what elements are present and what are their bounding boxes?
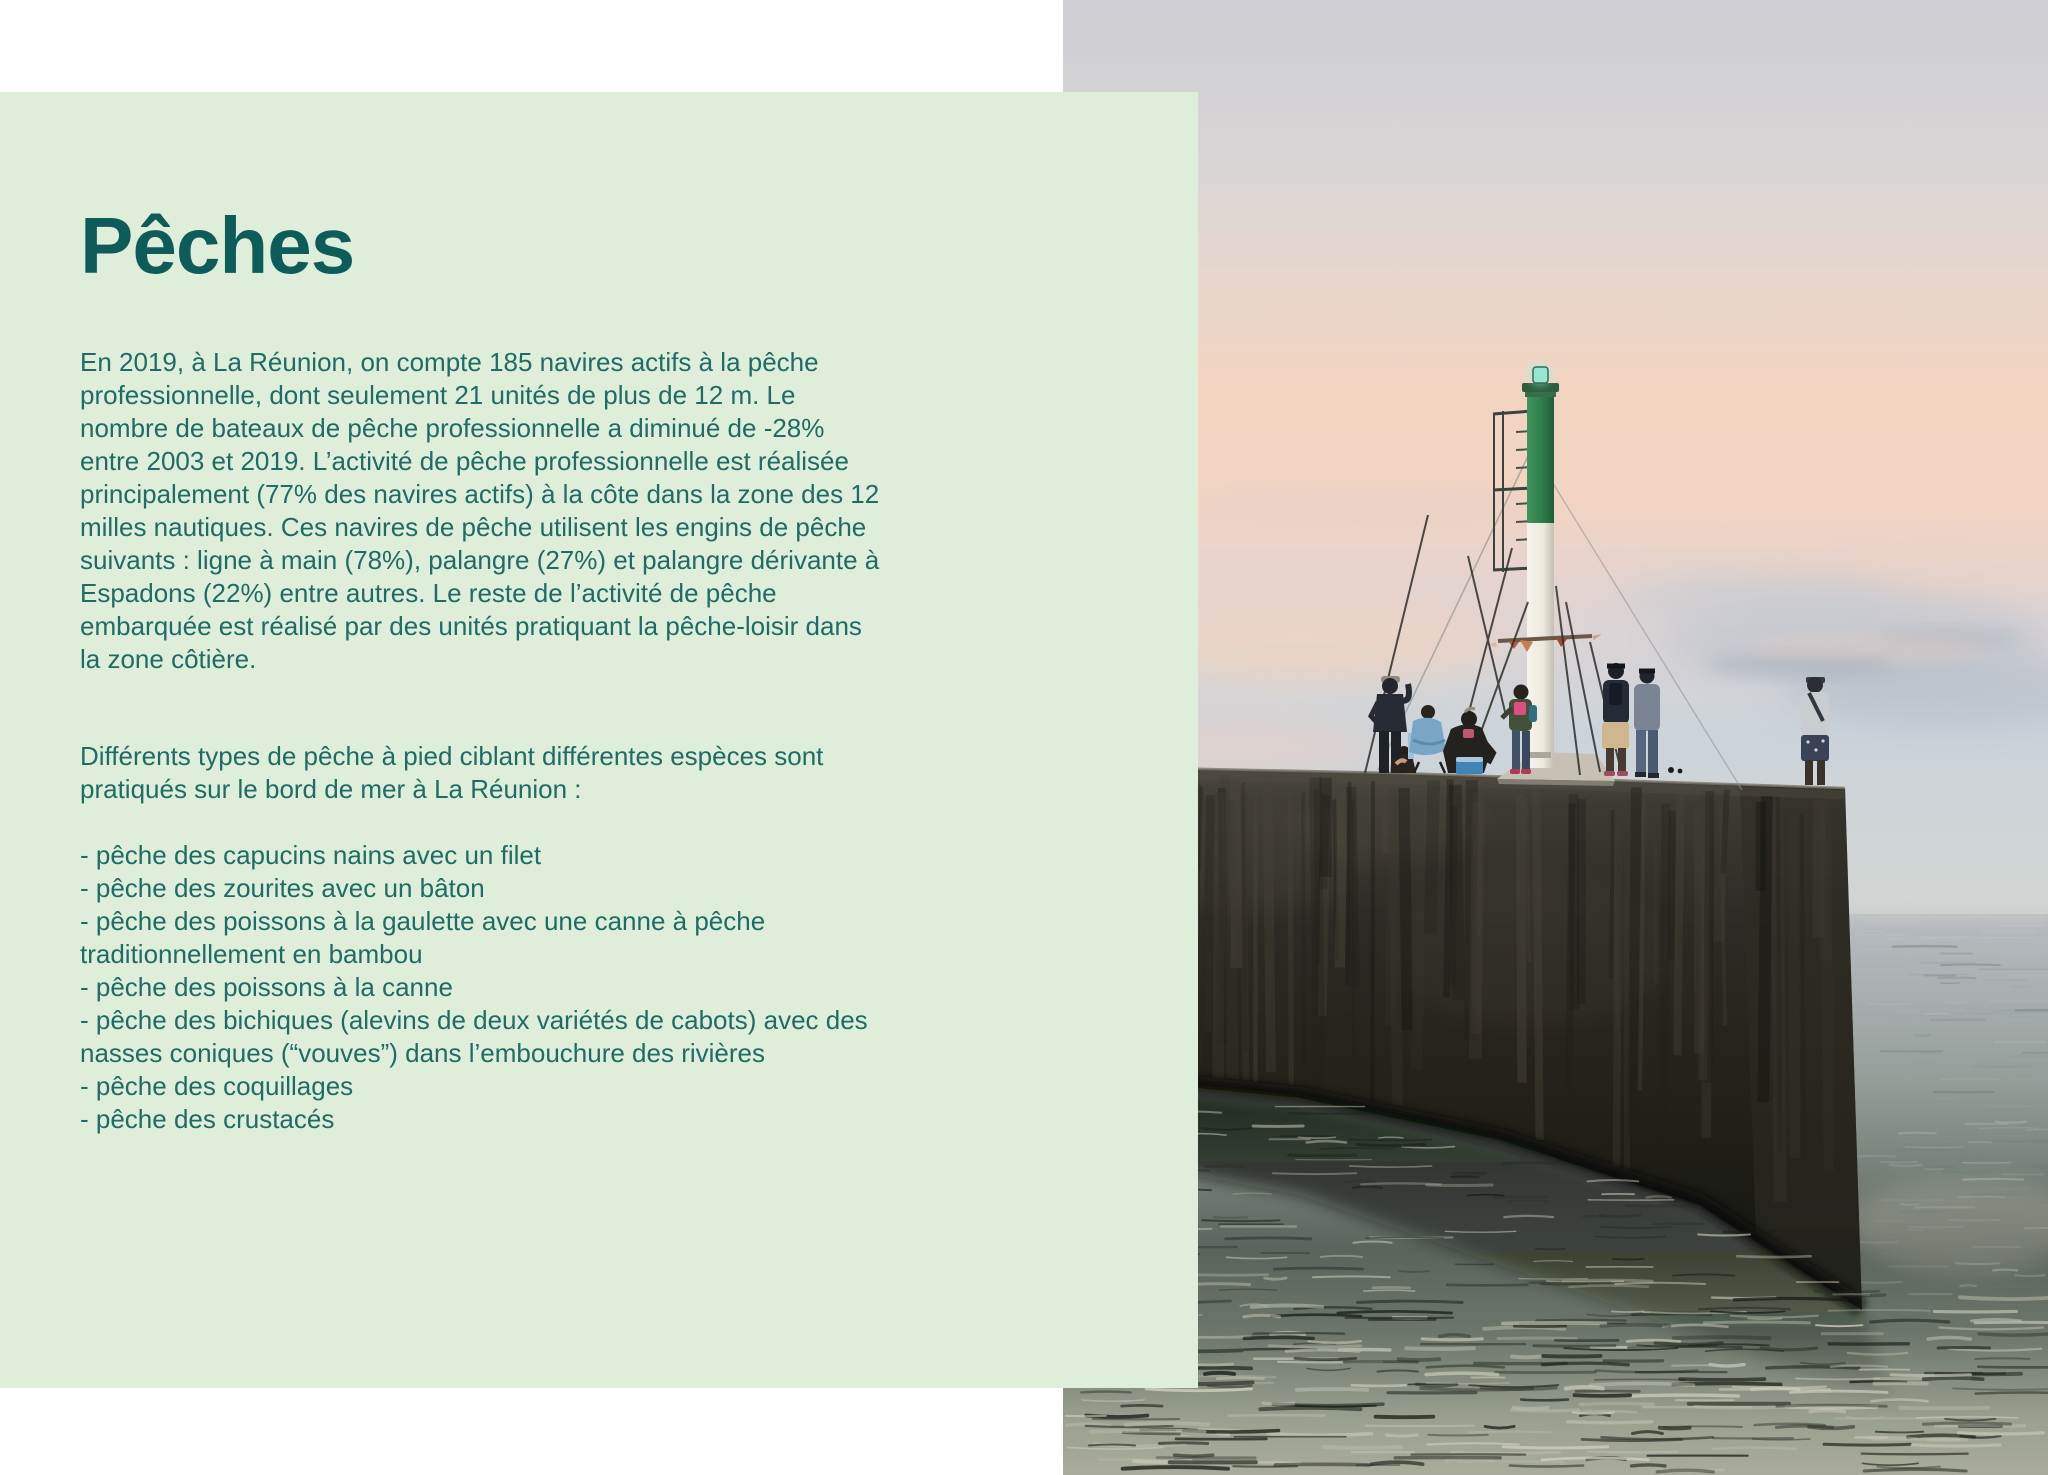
wave-streak — [1208, 1386, 1251, 1387]
wave-streak — [1089, 1445, 1135, 1446]
wave-streak — [1860, 1242, 1897, 1243]
wave-streak — [1295, 1358, 1356, 1359]
list-item: - pêche des poissons à la gaulette avec une canne à pêche traditionnellement en bambou — [80, 906, 766, 969]
wave-streak — [1934, 1311, 2016, 1312]
wave-streak — [1307, 1141, 1346, 1142]
wave-streak — [1815, 1291, 1879, 1292]
types-paragraph: Différents types de pêche à pied ciblant différentes espèces sont pratiqués sur le bord de mer à La Réunion : — [80, 741, 824, 804]
wave-streak — [2030, 1167, 2048, 1168]
wave-streak — [1900, 1408, 1988, 1409]
wave-streak — [1426, 1373, 1498, 1374]
wave-streak — [1881, 1162, 1917, 1163]
wave-streak — [1427, 1383, 1510, 1384]
jetty-streak — [1347, 782, 1349, 985]
wave-streak — [1943, 1172, 1993, 1173]
wave-streak — [1680, 1379, 1764, 1380]
wave-streak — [1966, 1009, 2016, 1010]
jetty-streak — [1303, 793, 1304, 1087]
wave-streak — [1734, 1298, 1846, 1299]
wave-streak — [1214, 1217, 1247, 1218]
wave-streak — [1924, 1014, 1953, 1015]
wave-streak — [1958, 1433, 2043, 1434]
wave-streak — [1313, 1276, 1390, 1277]
wave-streak — [1468, 1432, 1551, 1433]
wave-streak — [1440, 1335, 1470, 1337]
list-item: - pêche des zourites avec un bâton — [80, 873, 485, 903]
jetty-streak — [1611, 810, 1613, 979]
wave-streak — [1996, 1122, 2026, 1123]
wave-streak — [1978, 1367, 2048, 1368]
wave-streak — [2006, 952, 2037, 953]
wave-streak — [1928, 1337, 1970, 1339]
wave-streak — [1228, 1415, 1324, 1416]
wave-streak — [1379, 1137, 1403, 1138]
wave-streak — [1626, 1206, 1693, 1207]
wave-streak — [1588, 1452, 1678, 1453]
beacon-light — [1533, 367, 1548, 383]
jetty-streak — [1793, 817, 1795, 1159]
wave-streak — [1254, 1333, 1344, 1334]
wave-streak — [1869, 1004, 1911, 1005]
jetty-streak — [1574, 794, 1575, 1009]
jetty-streak — [1390, 799, 1393, 1025]
wave-streak — [1862, 1454, 1968, 1455]
wave-streak — [1824, 1444, 1910, 1445]
wave-streak — [2014, 1079, 2048, 1080]
wave-streak — [1790, 1391, 1887, 1392]
wave-streak — [1968, 1142, 1991, 1143]
wave-streak — [1704, 1322, 1809, 1323]
wave-streak — [1503, 1163, 1556, 1164]
wave-streak — [1512, 1410, 1579, 1411]
list-item: - pêche des poissons à la canne — [80, 972, 453, 1002]
jetty-streak — [1218, 792, 1219, 1078]
jetty-streak — [1802, 813, 1804, 1162]
panel-body — [80, 346, 880, 1136]
wave-streak — [1979, 1135, 2034, 1136]
wave-streak — [1202, 1220, 1279, 1221]
wave-streak — [1960, 1297, 2048, 1299]
wave-streak — [2008, 1016, 2048, 1017]
wave-streak — [1613, 1259, 1644, 1260]
jetty-streak — [1431, 781, 1434, 934]
jetty-streak — [1340, 793, 1343, 968]
wave-streak — [1590, 1383, 1693, 1385]
wave-streak — [1406, 1348, 1474, 1349]
wave-streak — [1422, 1339, 1482, 1340]
wave-streak — [1941, 1079, 1999, 1080]
list-item: - pêche des bichiques (alevins de deux variétés de cabots) avec des nasses coniques (“vouves”) dans l’embouchure des rivières — [80, 1005, 868, 1068]
wave-streak — [1816, 1325, 1863, 1326]
wave-streak — [1980, 1128, 2038, 1129]
cloud-gray-streak — [1180, 488, 1540, 522]
wave-streak — [1503, 1447, 1607, 1448]
wave-streak — [2015, 1275, 2044, 1276]
wave-streak — [1361, 1183, 1440, 1184]
wave-streak — [1600, 1215, 1640, 1216]
wave-streak — [1755, 1424, 1825, 1425]
wave-streak — [1864, 949, 1929, 950]
wave-streak — [1244, 1337, 1313, 1338]
jetty-streak — [1671, 811, 1672, 961]
list-item: - pêche des capucins nains avec un filet — [80, 840, 542, 870]
wave-streak — [1298, 1137, 1335, 1138]
wave-streak — [1428, 1443, 1519, 1444]
beacon-base-fitting — [1530, 752, 1551, 758]
wave-streak — [1827, 1295, 1885, 1296]
wave-streak — [1627, 1340, 1680, 1341]
wave-streak — [1217, 1378, 1263, 1379]
wave-streak — [1674, 1337, 1770, 1338]
wave-streak — [1417, 1384, 1457, 1386]
wave-streak — [1544, 1356, 1601, 1357]
wave-streak — [1963, 1179, 2023, 1180]
jetty-sunset-photo — [1063, 0, 2048, 1475]
wave-streak — [1660, 1428, 1690, 1429]
wave-streak — [1982, 1273, 2010, 1274]
wave-streak — [1912, 1445, 2000, 1446]
wave-streak — [1263, 1403, 1294, 1404]
jetty-streak — [1703, 794, 1705, 1080]
wave-streak — [1945, 1002, 1965, 1003]
wave-streak — [1352, 1385, 1406, 1386]
wave-streak — [1787, 1407, 1877, 1408]
jetty-streak — [1827, 801, 1829, 1171]
wave-streak — [1796, 1379, 1879, 1380]
wave-streak — [1657, 1470, 1713, 1472]
wave-streak — [1761, 1348, 1816, 1350]
jetty-streak — [1290, 791, 1292, 1085]
wave-streak — [1994, 1141, 2048, 1142]
wave-streak — [1908, 1435, 1975, 1437]
jetty-streak — [1243, 783, 1245, 1054]
intro-paragraph: En 2019, à La Réunion, on compte 185 navires actifs à la pêche professionnelle, dont seulement 21 unités de plus de 12 m. Le nombre de bateaux de pêche professionnelle a diminué de -28% entre 2003 et 2019. L’activité de pêche professionnelle est réalisée principalement (77% des navires actifs) à la côte dans la zone des 12 milles nautiques. Ces navires de pêche utilisent les engins de pêche suivants : ligne à main (78%), palangre (27%) et palangre dérivante à Espadons (22%) entre autres. Le reste de l’activité de pêche embarquée est réalisé par des unités pratiquant la pêche-loisir dans la zone côtière. — [80, 347, 880, 674]
wave-streak — [1386, 1435, 1417, 1436]
jetty-streak — [1723, 790, 1727, 874]
wave-streak — [1809, 1427, 1853, 1429]
wave-streak — [1260, 1408, 1360, 1409]
wave-streak — [1536, 1320, 1625, 1321]
wave-streak — [1724, 1232, 1776, 1233]
wave-streak — [1926, 1167, 1957, 1168]
wave-streak — [1581, 1403, 1654, 1404]
wave-streak — [1244, 1315, 1280, 1317]
wave-streak — [1297, 1389, 1367, 1390]
wave-streak — [1485, 1426, 1514, 1428]
wave-streak — [1972, 1319, 2021, 1321]
wave-streak — [1358, 1301, 1463, 1302]
cloud-pink-edge — [1750, 636, 1990, 660]
wave-streak — [1810, 1410, 1844, 1411]
wave-streak — [1979, 1334, 2048, 1335]
jetty-streak — [1475, 802, 1478, 1059]
wave-streak — [1226, 1238, 1311, 1239]
wave-streak — [1276, 1464, 1370, 1465]
wave-streak — [1993, 1270, 2017, 1271]
wave-streak — [1378, 1370, 1418, 1371]
wave-streak — [1891, 1375, 1971, 1376]
wave-streak — [1503, 1323, 1606, 1324]
wave-streak — [1973, 1194, 2020, 1195]
content-panel — [0, 92, 1198, 1388]
wave-streak — [1937, 1060, 1976, 1061]
wave-streak — [1938, 978, 1975, 979]
jetty-streak — [1763, 796, 1766, 1102]
wave-streak — [1864, 1469, 1966, 1471]
jetty-streak — [1627, 801, 1628, 1170]
wave-streak — [1569, 1286, 1648, 1287]
wave-streak — [1514, 1408, 1548, 1409]
cloud-blue-upper — [1615, 570, 1895, 626]
wave-streak — [1748, 1318, 1781, 1319]
jetty-streak — [1268, 775, 1271, 1072]
wave-streak — [1357, 1145, 1424, 1146]
wave-streak — [1126, 1423, 1208, 1425]
wave-streak — [1521, 1400, 1568, 1401]
wave-streak — [1175, 1455, 1213, 1456]
list-item: - pêche des coquillages — [80, 1071, 354, 1101]
wave-streak — [1447, 1285, 1527, 1286]
wave-streak — [1265, 1278, 1286, 1279]
wave-streak — [1399, 1271, 1430, 1272]
beacon-green-overlay — [1527, 391, 1554, 523]
wave-streak — [1376, 1417, 1434, 1418]
wave-streak — [1633, 1395, 1738, 1396]
wave-streak — [1512, 1357, 1539, 1358]
wave-streak — [1875, 1221, 1907, 1222]
wave-streak — [1504, 1216, 1553, 1217]
wave-streak — [1353, 1186, 1382, 1187]
jetty-streak — [1207, 795, 1211, 1077]
wave-streak — [1925, 1169, 1943, 1170]
wave-streak — [1899, 1133, 1936, 1134]
wave-streak — [1508, 1200, 1549, 1201]
wave-streak — [1737, 1256, 1811, 1257]
wave-streak — [1122, 1405, 1163, 1406]
wave-streak — [1672, 1365, 1730, 1366]
wave-streak — [1123, 1467, 1228, 1469]
jetty-streak — [1225, 775, 1226, 872]
wave-streak — [1595, 1379, 1685, 1380]
wave-streak — [1542, 1363, 1628, 1365]
wave-streak — [1205, 1373, 1234, 1374]
wave-streak — [1655, 1343, 1722, 1345]
wave-streak — [1160, 1443, 1208, 1444]
jetty-streak — [1778, 797, 1780, 1151]
wave-streak — [1959, 1196, 2006, 1197]
jetty-streak — [1404, 788, 1407, 1030]
wave-streak — [1321, 1256, 1362, 1257]
wave-streak — [1286, 1350, 1359, 1351]
wave-streak — [1612, 1311, 1643, 1312]
wave-streak — [1885, 1016, 1950, 1017]
wave-streak — [1898, 1210, 1954, 1211]
wave-streak — [1698, 1234, 1750, 1235]
wave-streak — [1890, 1165, 1921, 1166]
wave-streak — [1574, 1411, 1636, 1412]
wave-streak — [1879, 1200, 1944, 1201]
jetty-edge-object-1 — [1668, 767, 1674, 773]
wave-streak — [1632, 1465, 1665, 1466]
wave-streak — [1566, 1387, 1603, 1388]
jetty-streak — [1351, 787, 1354, 988]
wave-streak — [1273, 1173, 1356, 1174]
jetty-streak — [1663, 804, 1666, 1144]
wave-streak — [1399, 1359, 1440, 1360]
wave-streak — [1601, 1325, 1669, 1326]
wave-streak — [1923, 1423, 2010, 1424]
wave-streak — [1876, 1432, 1924, 1433]
wave-streak — [1956, 1263, 1999, 1264]
wave-streak — [1972, 1066, 2031, 1067]
wave-streak — [1695, 1407, 1788, 1408]
wave-streak — [1901, 1204, 1920, 1205]
wave-streak — [1468, 1195, 1504, 1196]
wave-streak — [1857, 1282, 1902, 1283]
wave-streak — [1961, 1285, 1976, 1286]
wave-streak — [1941, 965, 2000, 966]
jetty-streak — [1316, 777, 1320, 1089]
wave-streak — [1541, 1284, 1588, 1285]
jetty-edge-object-2 — [1678, 769, 1683, 774]
wave-streak — [1324, 1447, 1401, 1448]
jetty-streak — [1521, 794, 1522, 1083]
wave-streak — [1947, 1251, 2001, 1252]
jetty-streak — [1677, 795, 1680, 1056]
wave-streak — [1831, 1366, 1888, 1367]
wave-streak — [1498, 1338, 1576, 1339]
wave-streak — [1628, 1346, 1741, 1347]
wave-streak — [1268, 1434, 1371, 1436]
wave-streak — [2029, 1077, 2048, 1078]
wave-streak — [1428, 1435, 1487, 1436]
jetty-streak — [1417, 803, 1419, 1070]
wave-streak — [1884, 1235, 1934, 1236]
beacon-collar — [1525, 392, 1556, 397]
wave-streak — [1574, 1395, 1630, 1396]
wave-streak — [1510, 1466, 1583, 1467]
wave-streak — [1421, 1389, 1533, 1391]
jetty-streak — [1633, 787, 1637, 1135]
wave-streak — [1893, 946, 1957, 947]
wave-streak — [1091, 1431, 1204, 1432]
wave-streak — [1534, 1346, 1615, 1347]
wave-streak — [1647, 1196, 1671, 1197]
wave-streak — [1752, 1439, 1810, 1440]
wave-streak — [1713, 1448, 1796, 1449]
wave-streak — [1976, 1393, 2048, 1394]
page-title: Pêches — [80, 201, 355, 290]
wave-streak — [1975, 1358, 2029, 1359]
wave-streak — [1289, 1113, 1373, 1114]
list-item: - pêche des crustacés — [80, 1104, 335, 1134]
wave-streak — [1289, 1155, 1357, 1156]
wave-streak — [1914, 1035, 1929, 1036]
wave-streak — [1568, 1422, 1652, 1423]
wave-streak — [1271, 1315, 1361, 1317]
wave-streak — [1372, 1462, 1423, 1464]
jetty-streak — [1536, 791, 1539, 1140]
wave-streak — [2026, 1129, 2048, 1130]
wave-streak — [1192, 1275, 1268, 1276]
jetty-streak — [1372, 781, 1373, 1101]
wave-streak — [1865, 1437, 1917, 1438]
wave-streak — [1942, 1156, 1998, 1157]
wave-streak — [1269, 1346, 1361, 1347]
wave-streak — [1877, 1253, 1910, 1254]
wave-streak — [1458, 1461, 1563, 1462]
fishing-methods-list — [80, 839, 880, 1136]
jetty-streak — [1452, 806, 1454, 986]
wave-streak — [1829, 1310, 1931, 1311]
wave-streak — [1536, 1249, 1565, 1250]
jetty-photo-svg — [1063, 0, 2048, 1475]
wave-streak — [1924, 1378, 1983, 1379]
wave-streak — [1777, 1405, 1887, 1406]
wave-streak — [1081, 1392, 1130, 1393]
wave-streak — [1274, 1268, 1362, 1269]
wave-streak — [1871, 1320, 1949, 1322]
